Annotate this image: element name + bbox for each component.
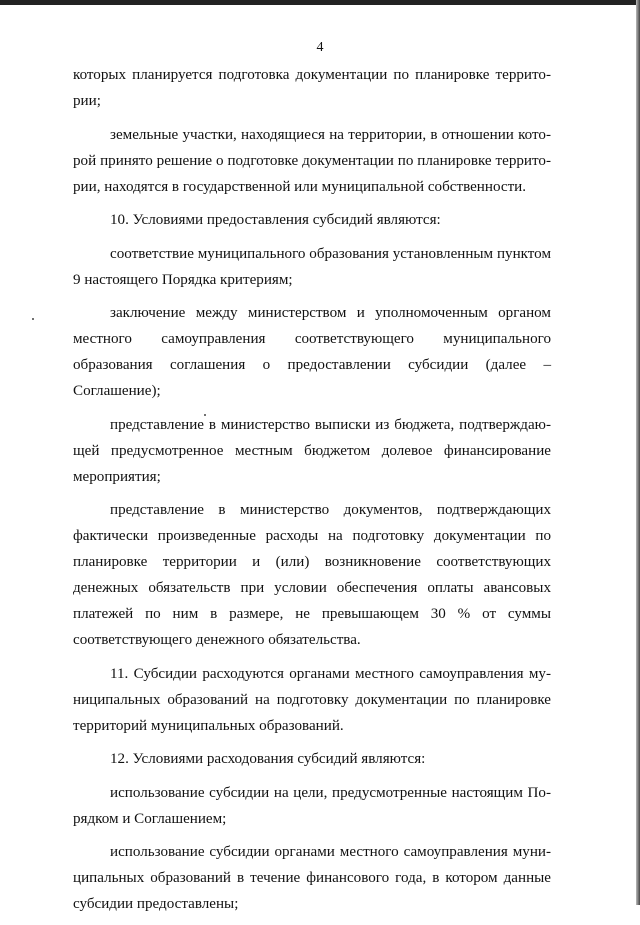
document-body [73,62,551,925]
paragraph: 11. Субсидии расходуются органами местного самоуправления муниципальных образований на подготовку документации по планировке территорий муниципальных образований. [73,665,551,734]
paragraph: представление в министерство документов, подтверждающих фактически произведенные расходы на подготовку документации по планировке территории и (или) возникновение соответствующих денежных обязательств при условии обеспечения оплаты авансовых платежей по ним в размере, не превышающем 30 % от суммы соответствующего денежного обязательства. [73,502,551,648]
paragraph: 12. Условиями расходования субсидий являются: [110,751,426,767]
paragraph: заключение между министерством и уполномоченным органом местного самоуправления соответствующего муниципального образования соглашения о предоставлении субсидии (далее – Соглашение); [73,305,551,399]
paragraph: соответствие муниципального образования установленным пунктом 9 настоящего Порядка критериям; [73,245,551,288]
paragraph: земельные участки, находящиеся на территории, в отношении которой принято решение о подготовке документации по планировке территории, находятся в государственной или муниципальной собственности. [73,126,551,195]
paragraph: представление в министерство выписки из бюджета, подтверждающей предусмотренное местным бюджетом долевое финансирование мероприятия; [73,416,551,485]
paragraph: использование субсидии органами местного самоуправления муниципальных образований в течение финансового года, в котором данные субсидии предоставлены; [73,844,551,912]
scan-speck [32,318,34,320]
paragraph: которых планируется подготовка документации по планировке территории; [73,67,551,109]
scan-right-edge [636,0,640,905]
page-number: 4 [316,40,324,55]
paragraph: использование субсидии на цели, предусмотренные настоящим Порядком и Соглашением; [73,784,551,827]
scan-top-edge [0,0,640,5]
paragraph: 10. Условиями предоставления субсидий являются: [110,212,441,228]
